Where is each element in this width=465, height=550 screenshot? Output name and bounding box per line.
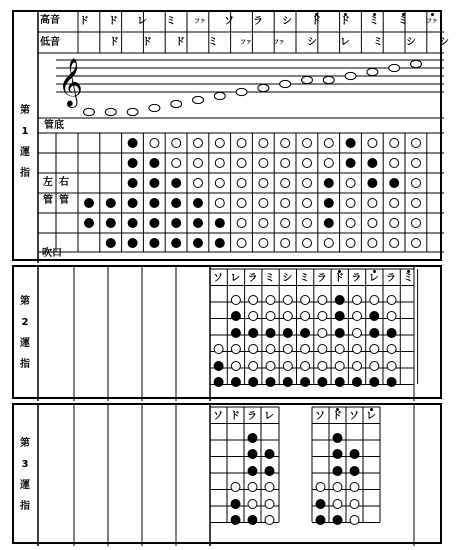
open-hole-icon (324, 139, 333, 148)
closed-hole-icon (215, 239, 224, 248)
open-hole-icon (370, 296, 379, 305)
closed-hole-icon (150, 179, 159, 188)
section-1-grid (14, 12, 444, 263)
note-label: ソ (213, 273, 223, 284)
closed-hole-icon (333, 450, 342, 459)
note-label: レ (137, 16, 147, 27)
treble-clef-icon: 𝄞 (58, 57, 83, 106)
open-hole-icon (248, 483, 257, 492)
whole-note-icon (302, 76, 313, 83)
open-hole-icon (215, 199, 224, 208)
octave-dot-icon (370, 408, 373, 411)
open-hole-icon (259, 219, 268, 228)
open-hole-icon (301, 312, 310, 321)
closed-hole-icon (335, 296, 344, 305)
note-label: シ (282, 16, 292, 27)
closed-hole-icon (248, 516, 257, 525)
note-label: シ (439, 37, 449, 48)
open-hole-icon (237, 139, 246, 148)
octave-dot-icon (402, 13, 405, 16)
open-hole-icon (353, 296, 362, 305)
whole-note-icon (280, 80, 291, 87)
closed-hole-icon (150, 219, 159, 228)
closed-hole-icon (128, 139, 137, 148)
note-label: レ (340, 37, 350, 48)
note-label: ファ (194, 18, 206, 25)
whole-note-icon (84, 108, 95, 115)
open-hole-icon (390, 239, 399, 248)
row-label-left-tube: 管 (43, 195, 53, 206)
section-2-grid (14, 267, 444, 401)
closed-hole-icon (346, 159, 355, 168)
open-hole-icon (368, 139, 377, 148)
open-hole-icon (387, 345, 396, 354)
note-label: ファ (240, 39, 252, 46)
note-label: レ (366, 411, 376, 422)
closed-hole-icon (324, 179, 333, 188)
open-hole-icon (259, 239, 268, 248)
closed-hole-icon (335, 312, 344, 321)
closed-hole-icon (301, 378, 310, 387)
closed-hole-icon (333, 434, 342, 443)
closed-hole-icon (128, 219, 137, 228)
note-label: シ (406, 37, 416, 48)
closed-hole-icon (324, 219, 333, 228)
note-label: シ (307, 37, 317, 48)
closed-hole-icon (150, 159, 159, 168)
closed-hole-icon (106, 239, 115, 248)
section-2-title-char: 2 (21, 317, 29, 328)
closed-hole-icon (231, 312, 240, 321)
open-hole-icon (301, 345, 310, 354)
open-hole-icon (281, 199, 290, 208)
open-hole-icon (387, 312, 396, 321)
open-hole-icon (368, 199, 377, 208)
section-2-title-char: 指 (20, 359, 30, 370)
open-hole-icon (215, 139, 224, 148)
octave-dot-icon (344, 13, 347, 16)
closed-hole-icon (387, 329, 396, 338)
fingering-section-2 (12, 265, 442, 399)
closed-hole-icon (266, 378, 275, 387)
row-label-blow: 吹口 (42, 248, 62, 259)
closed-hole-icon (350, 450, 359, 459)
open-hole-icon (350, 483, 359, 492)
closed-hole-icon (318, 378, 327, 387)
open-hole-icon (215, 159, 224, 168)
open-hole-icon (214, 345, 223, 354)
closed-hole-icon (370, 329, 379, 338)
whole-note-icon (236, 88, 247, 95)
whole-note-icon (105, 108, 116, 115)
open-hole-icon (412, 219, 421, 228)
open-hole-icon (266, 345, 275, 354)
open-hole-icon (346, 199, 355, 208)
closed-hole-icon (283, 378, 292, 387)
open-hole-icon (318, 296, 327, 305)
closed-hole-icon (368, 159, 377, 168)
open-hole-icon (259, 179, 268, 188)
open-hole-icon (353, 329, 362, 338)
section-1-title-char: 1 (21, 126, 29, 137)
section-3-title-char: 運 (20, 480, 30, 491)
open-hole-icon (346, 219, 355, 228)
closed-hole-icon (333, 516, 342, 525)
closed-hole-icon (194, 239, 203, 248)
closed-hole-icon (194, 219, 203, 228)
open-hole-icon (324, 159, 333, 168)
open-hole-icon (237, 239, 246, 248)
row-label-low: 低音 (40, 37, 60, 48)
whole-note-icon (193, 96, 204, 103)
open-hole-icon (318, 362, 327, 371)
section-1-title-char: 第 (20, 105, 30, 116)
open-hole-icon (194, 179, 203, 188)
note-label: ラ (386, 273, 396, 284)
closed-hole-icon (85, 199, 94, 208)
octave-dot-icon (373, 13, 376, 16)
octave-dot-icon (373, 270, 376, 273)
note-label: ミ (403, 273, 414, 284)
closed-hole-icon (194, 199, 203, 208)
closed-hole-icon (346, 139, 355, 148)
open-hole-icon (150, 139, 159, 148)
open-hole-icon (335, 345, 344, 354)
closed-hole-icon (316, 500, 325, 509)
note-label: ミ (208, 37, 218, 48)
fingering-section-3 (12, 403, 442, 544)
fingering-section-1 (12, 10, 449, 261)
open-hole-icon (412, 199, 421, 208)
open-hole-icon (265, 516, 274, 525)
closed-hole-icon (215, 219, 224, 228)
closed-hole-icon (214, 362, 223, 371)
open-hole-icon (350, 516, 359, 525)
note-label: レ (264, 411, 274, 422)
open-hole-icon (333, 483, 342, 492)
note-label: ド (332, 411, 342, 422)
open-hole-icon (259, 159, 268, 168)
closed-hole-icon (128, 199, 137, 208)
closed-hole-icon (265, 467, 274, 476)
open-hole-icon (237, 199, 246, 208)
closed-hole-icon (106, 199, 115, 208)
note-label: ファ (426, 18, 438, 25)
open-hole-icon (281, 239, 290, 248)
closed-hole-icon (283, 329, 292, 338)
open-hole-icon (324, 239, 333, 248)
note-label: ラ (351, 273, 362, 284)
whole-note-icon (411, 60, 422, 67)
note-label: ド (175, 37, 185, 48)
open-hole-icon (370, 345, 379, 354)
note-label: ミ (166, 16, 176, 27)
closed-hole-icon (387, 378, 396, 387)
open-hole-icon (316, 483, 325, 492)
open-hole-icon (283, 362, 292, 371)
open-hole-icon (387, 296, 396, 305)
open-hole-icon (412, 139, 421, 148)
note-label: ラ (247, 273, 258, 284)
open-hole-icon (249, 312, 258, 321)
closed-hole-icon (368, 179, 377, 188)
note-label: ミ (299, 273, 310, 284)
open-hole-icon (318, 329, 327, 338)
note-label: ド (108, 16, 118, 27)
open-hole-icon (368, 219, 377, 228)
open-hole-icon (283, 312, 292, 321)
note-label: ド (109, 37, 119, 48)
open-hole-icon (266, 312, 275, 321)
note-label: ド (334, 273, 345, 284)
closed-hole-icon (248, 467, 257, 476)
note-label: ド (230, 411, 240, 422)
open-hole-icon (333, 500, 342, 509)
open-hole-icon (283, 345, 292, 354)
section-3-title-char: 3 (21, 459, 29, 470)
whole-note-icon (171, 100, 182, 107)
closed-hole-icon (150, 239, 159, 248)
section-3-title-char: 第 (20, 438, 30, 449)
note-label: ソ (213, 411, 223, 422)
open-hole-icon (281, 139, 290, 148)
note-label: ミ (369, 16, 379, 27)
open-hole-icon (281, 179, 290, 188)
closed-hole-icon (324, 199, 333, 208)
closed-hole-icon (172, 199, 181, 208)
open-hole-icon (353, 362, 362, 371)
closed-hole-icon (335, 329, 344, 338)
closed-hole-icon (172, 179, 181, 188)
note-label: ド (79, 16, 89, 27)
note-label: ファ (273, 39, 285, 46)
open-hole-icon (249, 296, 258, 305)
note-label: ミ (264, 273, 275, 284)
section-2-title-char: 運 (20, 338, 30, 349)
open-hole-icon (303, 179, 312, 188)
closed-hole-icon (316, 516, 325, 525)
open-hole-icon (237, 159, 246, 168)
open-hole-icon (390, 199, 399, 208)
closed-hole-icon (172, 219, 181, 228)
note-label: レ (230, 273, 241, 284)
open-hole-icon (215, 179, 224, 188)
open-hole-icon (231, 296, 240, 305)
note-label: ド (340, 16, 350, 27)
open-hole-icon (390, 219, 399, 228)
note-label: ミ (398, 16, 408, 27)
closed-hole-icon (150, 199, 159, 208)
section-1-title-char: 運 (20, 147, 30, 158)
closed-hole-icon (333, 467, 342, 476)
whole-note-icon (149, 104, 160, 111)
open-hole-icon (368, 239, 377, 248)
open-hole-icon (237, 219, 246, 228)
open-hole-icon (283, 296, 292, 305)
open-hole-icon (281, 219, 290, 228)
open-hole-icon (390, 139, 399, 148)
open-hole-icon (370, 362, 379, 371)
open-hole-icon (301, 362, 310, 371)
closed-hole-icon (248, 434, 257, 443)
octave-dot-icon (315, 13, 318, 16)
closed-hole-icon (350, 467, 359, 476)
open-hole-icon (350, 500, 359, 509)
open-hole-icon (172, 139, 181, 148)
closed-hole-icon (128, 239, 137, 248)
closed-hole-icon (265, 450, 274, 459)
closed-hole-icon (370, 378, 379, 387)
closed-hole-icon (85, 219, 94, 228)
open-hole-icon (390, 159, 399, 168)
note-label: レ (368, 273, 379, 284)
note-label: ソ (349, 411, 359, 422)
octave-dot-icon (336, 408, 339, 411)
open-hole-icon (259, 199, 268, 208)
open-hole-icon (303, 159, 312, 168)
open-hole-icon (335, 362, 344, 371)
closed-hole-icon (248, 450, 257, 459)
open-hole-icon (412, 159, 421, 168)
open-hole-icon (194, 139, 203, 148)
open-hole-icon (266, 362, 275, 371)
whole-note-icon (127, 108, 138, 115)
closed-hole-icon (231, 378, 240, 387)
open-hole-icon (412, 179, 421, 188)
closed-hole-icon (301, 329, 310, 338)
closed-hole-icon (172, 239, 181, 248)
open-hole-icon (303, 139, 312, 148)
whole-note-icon (258, 84, 269, 91)
closed-hole-icon (231, 500, 240, 509)
section-3-title-char: 指 (20, 501, 30, 512)
open-hole-icon (412, 239, 421, 248)
open-hole-icon (281, 159, 290, 168)
open-hole-icon (249, 362, 258, 371)
whole-note-icon (389, 64, 400, 71)
note-label: ラ (247, 411, 257, 422)
closed-hole-icon (231, 516, 240, 525)
closed-hole-icon (214, 378, 223, 387)
closed-hole-icon (335, 378, 344, 387)
open-hole-icon (346, 179, 355, 188)
whole-note-icon (214, 92, 225, 99)
open-hole-icon (194, 159, 203, 168)
closed-hole-icon (370, 312, 379, 321)
open-hole-icon (303, 199, 312, 208)
open-hole-icon (231, 345, 240, 354)
open-hole-icon (353, 312, 362, 321)
closed-hole-icon (353, 378, 362, 387)
row-label-tube-bottom: 管底 (44, 120, 64, 131)
octave-dot-icon (431, 13, 434, 16)
open-hole-icon (259, 139, 268, 148)
open-hole-icon (346, 239, 355, 248)
open-hole-icon (249, 345, 258, 354)
closed-hole-icon (231, 329, 240, 338)
closed-hole-icon (106, 219, 115, 228)
open-hole-icon (301, 296, 310, 305)
closed-hole-icon (249, 329, 258, 338)
open-hole-icon (387, 362, 396, 371)
open-hole-icon (353, 345, 362, 354)
closed-hole-icon (249, 378, 258, 387)
note-label: ラ (253, 16, 263, 27)
open-hole-icon (318, 312, 327, 321)
note-label: ソ (315, 411, 325, 422)
open-hole-icon (303, 219, 312, 228)
open-hole-icon (237, 179, 246, 188)
row-label-right-tube: 右 (59, 177, 69, 188)
open-hole-icon (318, 345, 327, 354)
note-label: ソ (224, 16, 234, 27)
closed-hole-icon (128, 179, 137, 188)
closed-hole-icon (390, 179, 399, 188)
note-label: ド (311, 16, 321, 27)
open-hole-icon (172, 159, 181, 168)
whole-note-icon (323, 76, 334, 83)
note-label: シ (282, 273, 293, 284)
open-hole-icon (266, 296, 275, 305)
row-label-high: 高音 (40, 15, 60, 26)
open-hole-icon (248, 500, 257, 509)
note-label: ラ (316, 273, 327, 284)
whole-note-icon (345, 72, 356, 79)
section-3-grid (14, 405, 444, 546)
section-1-title-char: 指 (20, 168, 30, 179)
note-label: ド (142, 37, 152, 48)
open-hole-icon (303, 239, 312, 248)
open-hole-icon (231, 362, 240, 371)
note-label: ミ (373, 37, 383, 48)
closed-hole-icon (128, 159, 137, 168)
whole-note-icon (367, 68, 378, 75)
closed-hole-icon (266, 329, 275, 338)
open-hole-icon (265, 483, 274, 492)
row-label-right-tube: 管 (59, 195, 69, 206)
open-hole-icon (231, 483, 240, 492)
section-2-title-char: 第 (20, 296, 30, 307)
row-label-left-tube: 左 (43, 177, 53, 188)
open-hole-icon (265, 500, 274, 509)
